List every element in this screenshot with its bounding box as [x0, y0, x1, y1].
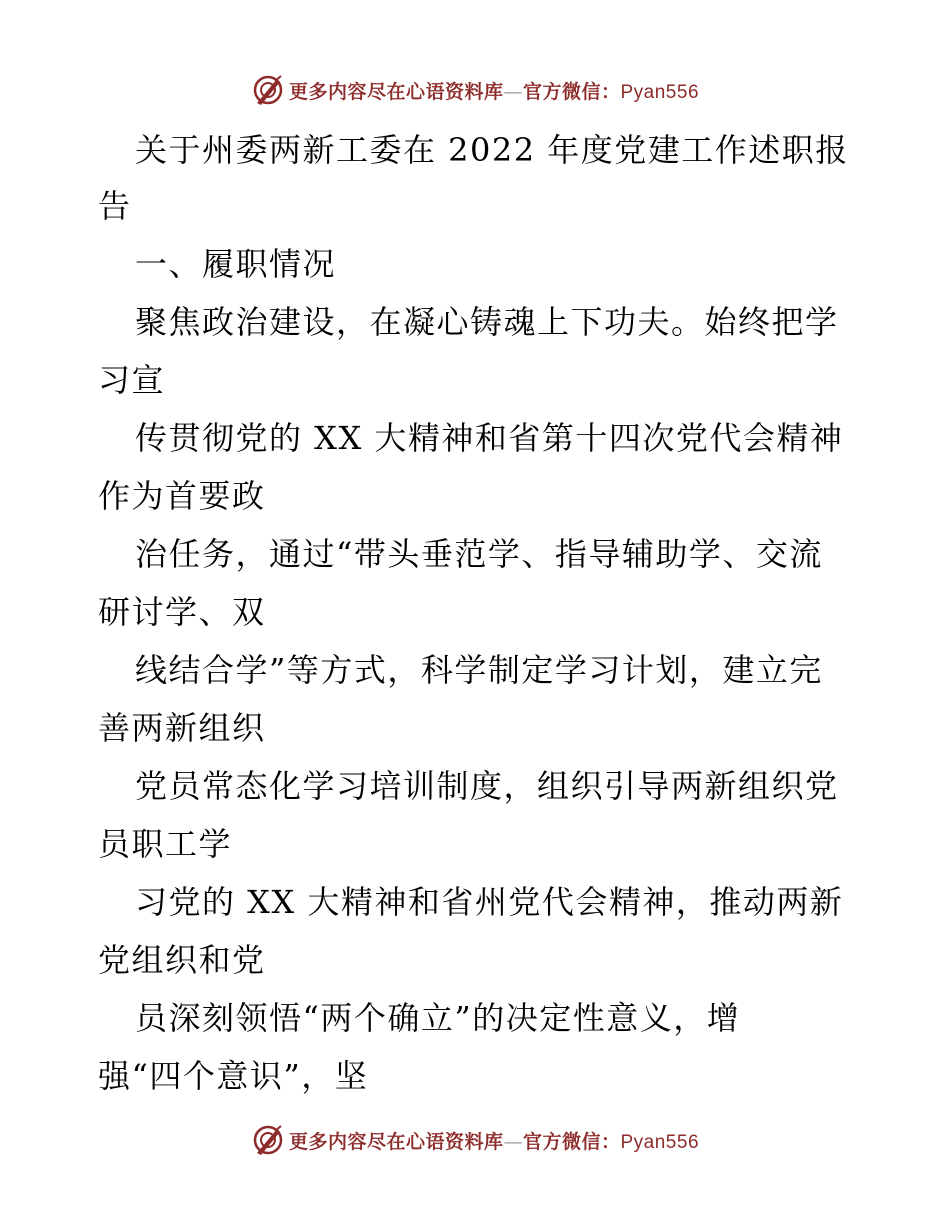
text-line: 研讨学、双	[98, 593, 266, 631]
watermark-account: Pyan556	[620, 81, 700, 103]
text-line: 聚焦政治建设，在凝心铸魂上下功夫。始终把学	[135, 303, 839, 341]
text-line: 习宣	[98, 361, 166, 399]
text-line: 员职工学	[98, 825, 233, 863]
quill-logo-icon	[251, 73, 285, 107]
text-line: 员深刻领悟“两个确立”的决定性意义，增	[135, 999, 741, 1037]
text-line: 党员常态化学习培训制度，组织引导两新组织党	[135, 767, 839, 805]
watermark-text: 更多内容尽在心语资料库	[288, 1130, 504, 1153]
text-line: 党组织和党	[98, 941, 266, 979]
watermark-dash: —	[503, 1130, 523, 1153]
section-heading: 一、履职情况	[135, 245, 337, 283]
text-line: 作为首要政	[98, 477, 266, 515]
text-line: 告	[98, 187, 132, 225]
quill-logo-icon	[251, 1123, 285, 1157]
footer-watermark	[0, 1120, 950, 1160]
watermark-dash: —	[503, 80, 523, 103]
header-watermark	[0, 70, 950, 110]
text-line: 治任务，通过“带头垂范学、指导辅助学、交流	[135, 535, 823, 573]
text-line: 线结合学”等方式，科学制定学习计划，建立完	[135, 651, 823, 689]
text-line: 传贯彻党的 XX 大精神和省第十四次党代会精神	[135, 419, 844, 457]
watermark-account: Pyan556	[620, 1131, 700, 1153]
text-line: 关于州委两新工委在 2022 年度党建工作述职报	[135, 131, 849, 169]
watermark-text: 更多内容尽在心语资料库	[288, 80, 504, 103]
text-line: 习党的 XX 大精神和省州党代会精神，推动两新	[135, 883, 844, 921]
watermark-label: 官方微信：	[522, 80, 621, 103]
text-line: 强“四个意识”，坚	[98, 1057, 369, 1095]
watermark-label: 官方微信：	[522, 1130, 621, 1153]
text-line: 善两新组织	[98, 709, 266, 747]
